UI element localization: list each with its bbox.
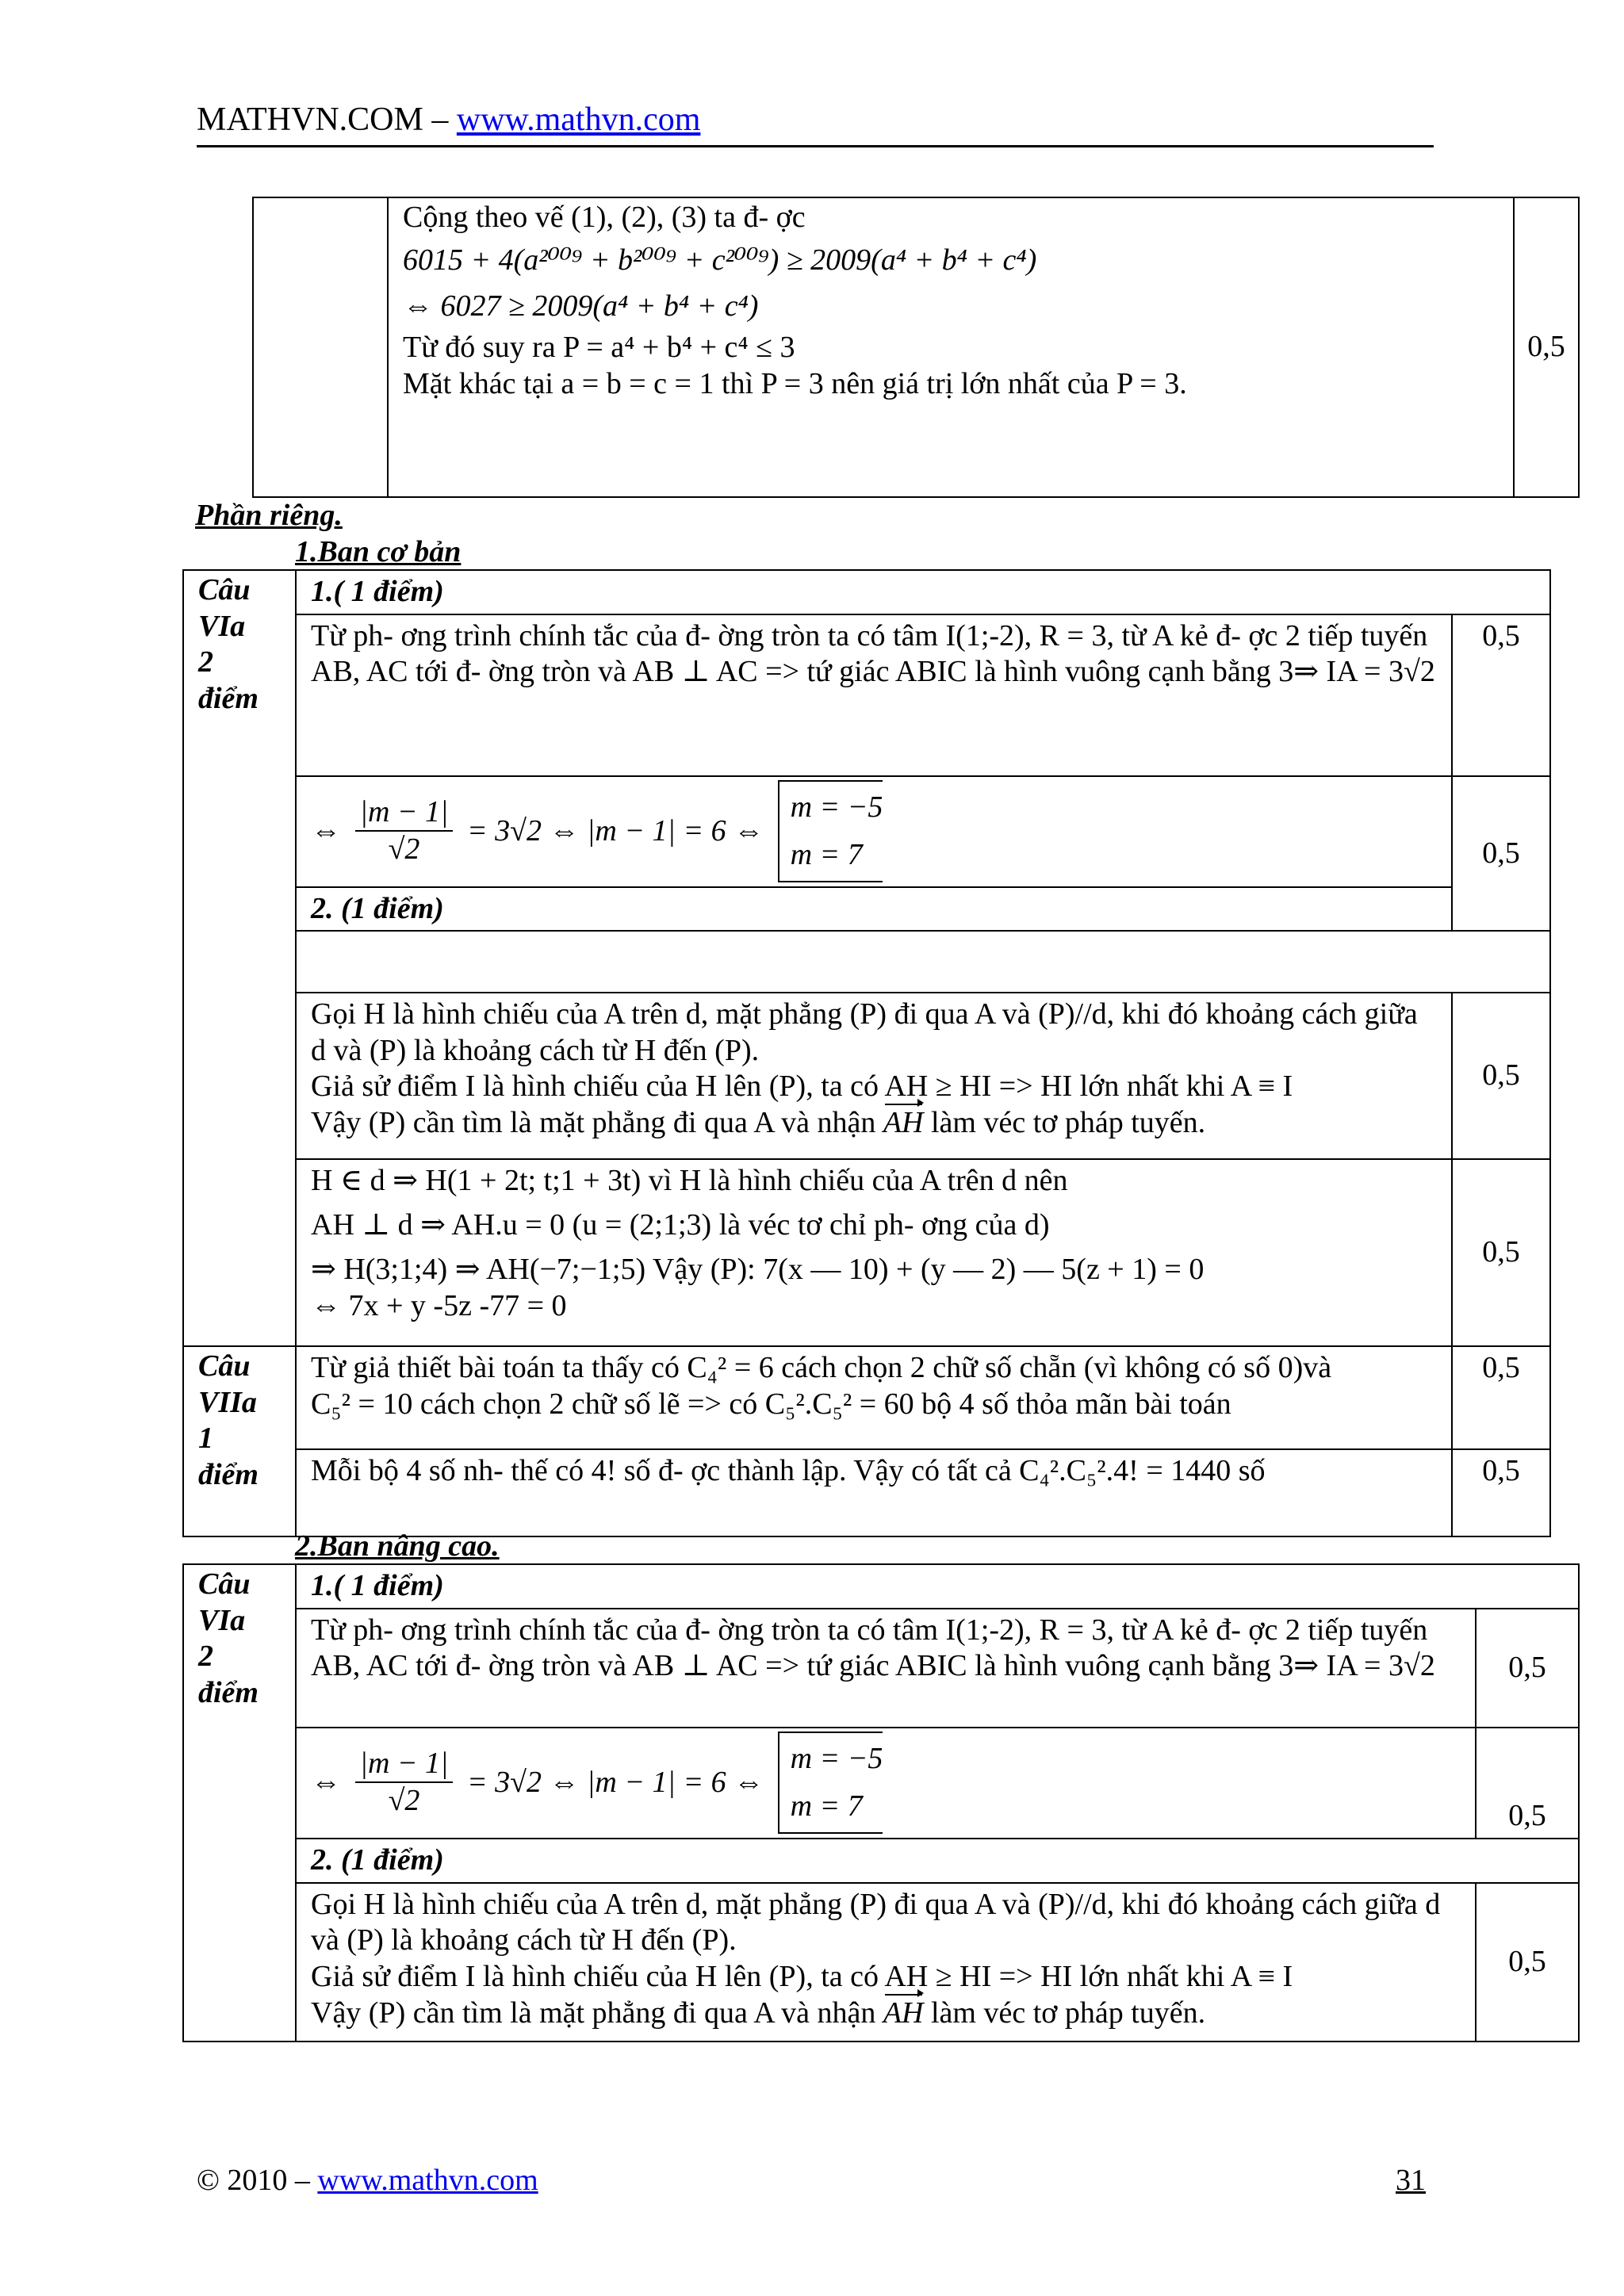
part2-text: Gọi H là hình chiếu của A trên d, mặt phẳng (P) đi qua A và (P)//d, khi đó khoảng cách giữa d và (P) là khoảng cách từ H đến (P). Giả sử điểm I là hình chiếu của H lên (P), ta có AH ≥ HI => HI lớn nhất khi A ≡ I Vậy (P) cần tìm là mặt phẳng đi qua A và nhận AH làm véc tơ pháp tuyến.	[296, 993, 1452, 1159]
q7-text: Từ giả thiết bài toán ta thấy có C₄² = 6 cách chọn 2 chữ số chẵn (vì không có số 0)và C₅² = 10 cách chọn 2 chữ số lẽ => có C₅².C₅² = 60 bộ 4 số thỏa mãn bài toán	[296, 1346, 1452, 1449]
page-header	[197, 100, 700, 140]
score-cell: 0,5	[1476, 1728, 1579, 1839]
fraction: $\frac{|m - 1|}{√2}$	[355, 794, 454, 868]
basic-section-title: 1.Ban cơ bản	[295, 535, 462, 568]
part1-title: 1.( 1 điểm)	[296, 1564, 1579, 1609]
math-line: ⇔ 6027 ≥ 2009(a⁴ + b⁴ + c⁴)	[403, 289, 759, 323]
part2-detail: H ∈ d ⇒ H(1 + 2t; t;1 + 3t) vì H là hình chiếu của A trên d nên AH ⊥ d ⇒ AH.u = 0 (u = (2;1;3) là véc tơ chỉ ph- ơng của d) ⇒ H(3;1;4) ⇒ AH(−7;−1;5) Vậy (P): 7(x — 10) + (y — 2) — 5(z + 1) = 0 ⇔ 7x + y -5z -77 = 0	[296, 1159, 1452, 1346]
score-cell: 0,5	[1514, 197, 1579, 497]
score-cell: 0,5	[1452, 1449, 1550, 1536]
top-solution-text	[388, 197, 1514, 497]
equation-cell: ⇔ $\frac{|m - 1|}{√2}$ = 3√2 ⇔ |m − 1| = 6 ⇔ m = −5 m = 7	[296, 1728, 1476, 1839]
solution-bracket: m = −5 m = 7	[778, 780, 883, 883]
question-label-6-advanced: Câu VIa 2 điểm	[183, 1564, 296, 2042]
text-line: Cộng theo vế (1), (2), (3) ta đ- ợc	[403, 201, 806, 234]
part2-text: Gọi H là hình chiếu của A trên d, mặt phẳng (P) đi qua A và (P)//d, khi đó khoảng cách giữa d và (P) là khoảng cách từ H đến (P). Giả sử điểm I là hình chiếu của H lên (P), ta có AH ≥ HI => HI lớn nhất khi A ≡ I Vậy (P) cần tìm là mặt phẳng đi qua A và nhận AH làm véc tơ pháp tuyến.	[296, 1883, 1476, 2042]
q7-text-2: Mỗi bộ 4 số nh- thế có 4! số đ- ợc thành lập. Vậy có tất cả C₄².C₅².4! = 1440 số	[296, 1449, 1452, 1536]
question-label-6: Câu VIa 2 điểm	[183, 570, 296, 1346]
footer-copyright: © 2010 –	[197, 2164, 318, 2197]
footer-link[interactable]: www.mathvn.com	[317, 2164, 538, 2197]
spacer-row	[296, 931, 1550, 993]
score-cell: 0,5	[1452, 1346, 1550, 1449]
score-cell: 0,5	[1476, 1609, 1579, 1728]
vector-ah: AH	[883, 1996, 924, 2032]
fraction: $\frac{|m - 1|}{√2}$	[355, 1746, 454, 1820]
part1-title: 1.( 1 điểm)	[296, 570, 1550, 614]
text-line: Từ đó suy ra P = a⁴ + b⁴ + c⁴ ≤ 3	[403, 331, 795, 364]
score-cell: 0,5	[1452, 614, 1550, 776]
vector-ah: AH	[883, 1105, 924, 1142]
part1-text: Từ ph- ơng trình chính tắc của đ- ờng tròn ta có tâm I(1;-2), R = 3, từ A kẻ đ- ợc 2 tiếp tuyến AB, AC tới đ- ờng tròn và AB ⊥ AC => tứ giác ABIC là hình vuông cạnh bằng 3⇒ IA = 3√2	[296, 614, 1452, 776]
question-label-7: Câu VIIa 1 điểm	[183, 1346, 296, 1536]
part1-text: Từ ph- ơng trình chính tắc của đ- ờng tròn ta có tâm I(1;-2), R = 3, từ A kẻ đ- ợc 2 tiếp tuyến AB, AC tới đ- ờng tròn và AB ⊥ AC => tứ giác ABIC là hình vuông cạnh bằng 3⇒ IA = 3√2	[296, 1609, 1476, 1728]
header-site: MATHVN.COM –	[197, 101, 457, 138]
empty-label-cell	[253, 197, 388, 497]
header-rule	[197, 145, 1434, 147]
top-solution-table	[252, 197, 1580, 498]
part2-title: 2. (1 điểm)	[296, 887, 1452, 932]
header-link[interactable]: www.mathvn.com	[456, 101, 701, 138]
score-cell: 0,5	[1452, 1159, 1550, 1346]
solution-bracket: m = −5 m = 7	[778, 1732, 883, 1835]
score-cell: 0,5	[1452, 776, 1550, 932]
math-line: 6015 + 4(a²⁰⁰⁹ + b²⁰⁰⁹ + c²⁰⁰⁹) ≥ 2009(a⁴ + b⁴ + c⁴)	[403, 243, 1037, 277]
score-cell: 0,5	[1452, 993, 1550, 1159]
advanced-section-title: 2.Ban nâng cao.	[295, 1529, 500, 1563]
part-title: Phần riêng.	[195, 499, 343, 532]
basic-solution-table	[182, 569, 1551, 1537]
advanced-solution-table	[182, 1563, 1580, 2042]
page-number: 31	[1396, 2164, 1426, 2197]
text-line: Mặt khác tại a = b = c = 1 thì P = 3 nên giá trị lớn nhất của P = 3.	[403, 367, 1187, 400]
part2-title: 2. (1 điểm)	[296, 1839, 1579, 1883]
equation-cell: ⇔ $\frac{|m - 1|}{√2}$ = 3√2 ⇔ |m − 1| = 6 ⇔ m = −5 m = 7	[296, 776, 1452, 887]
page-footer	[197, 2163, 538, 2199]
score-cell: 0,5	[1476, 1883, 1579, 2042]
